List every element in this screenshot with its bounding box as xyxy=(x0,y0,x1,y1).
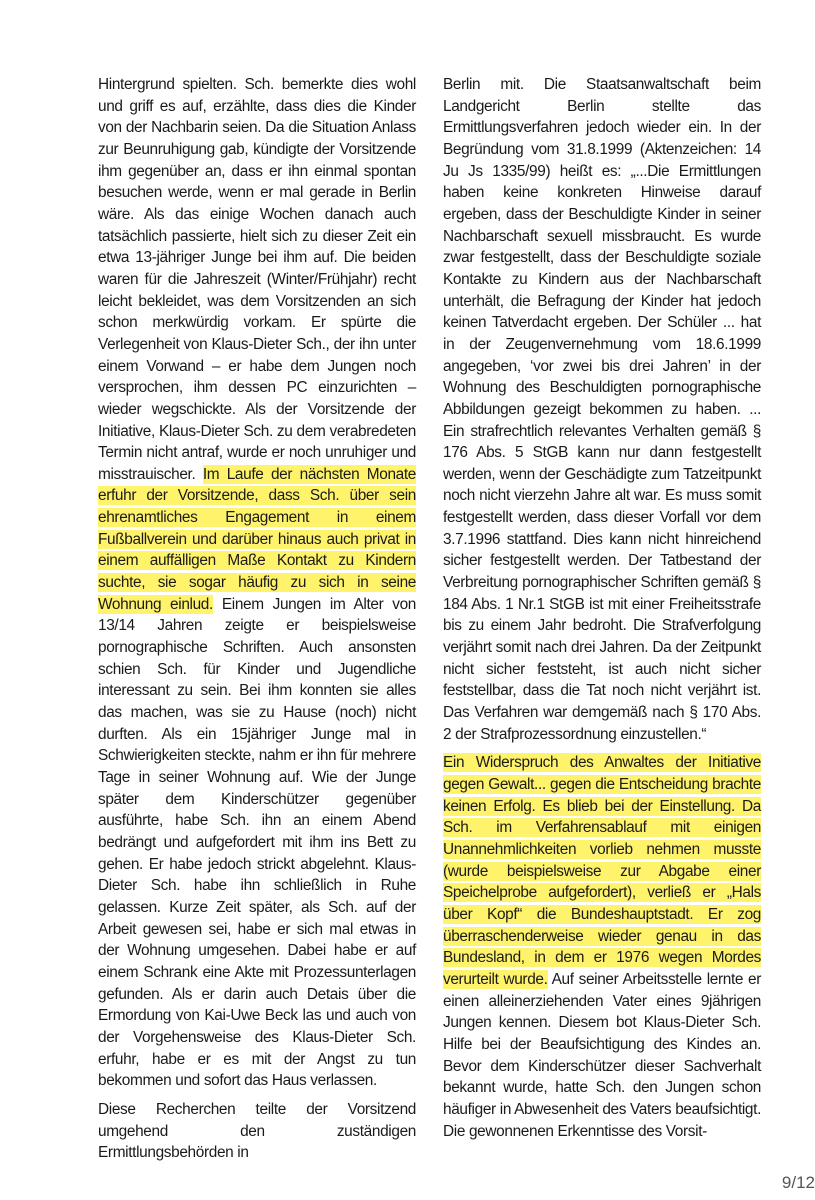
text-run: Hintergrund spielten. Sch. bemerkte dies wohl und griff es auf, erzählte, dass dies die Kinder von der Nachbarin seien. Da die Situation Anlass zur Beunruhigung gab, kündigte der Vorsitzende ihm gegenüber an, dass er ihn einmal spontan besuchen werde, wenn er mal gerade in Berlin wäre. Als das einige Wochen danach auch tatsächlich passierte, hielt sich zu dieser Zeit ein etwa 13-jähriger Junge bei ihm auf. Die beiden waren für die Jahreszeit (Winter/Frühjahr) recht leicht bekleidet, was dem Vorsitzenden an sich schon merkwürdig vorkam. Er spürte die Verlegenheit von Klaus-Dieter Sch., der ihn unter einem Vorwand – er habe dem Jungen noch versprochen, ihm dessen PC einzurichten – wieder wegschickte. Als der Vorsitzende der Initiative, Klaus-Dieter Sch. zu dem verabredeten Termin nicht antraf, wurde er noch unruhiger und misstrauischer. xyxy=(98,76,416,483)
right-text-column xyxy=(443,74,761,1142)
paragraph: Berlin mit. Die Staatsanwaltschaft beim Landgericht Berlin stellte das Ermittlungsverfahren jedoch wieder ein. In der Begründung vom 31.8.1999 (Aktenzeichen: 14 Ju Js 1335/99) heißt es: „...Die Ermittlungen haben keine konkreten Hinweise darauf ergeben, dass der Beschuldigte Kinder in seiner Nachbarschaft sexuell missbraucht. Es wurde zwar festgestellt, dass der Beschuldigte soziale Kontakte zu Kindern aus der Nachbarschaft unterhält, die Befragung der Kinder hat jedoch keinen Tatverdacht ergeben. Der Schüler ... hat in der Zeugenvernehmung vom 18.6.1999 angegeben, ‘vor zwei bis drei Jahren’ in der Wohnung des Beschuldigten pornographische Abbildungen gezeigt bekommen zu haben. ... Ein strafrechtlich relevantes Verhalten gemäß § 176 Abs. 5 StGB kann nur dann festgestellt werden, wenn der Geschädigte zum Tatzeitpunkt noch nicht vierzehn Jahre alt war. Es muss somit festgestellt werden, dass dieser Vorfall vor dem 3.7.1996 stattfand. Dies kann nicht hinreichend sicher festgestellt werden. Der Tatbestand der Verbreitung pornographischer Schriften gemäß § 184 Abs. 1 Nr.1 StGB ist mit einer Freiheitsstrafe bis zu einem Jahr bedroht. Die Strafverfolgung verjährt somit nach drei Jahren. Da der Zeitpunkt nicht sicher feststeht, ist auch nicht sicher feststellbar, dass die Tat noch nicht verjährt ist. Das Verfahren war demgemäß nach § 170 Abs. 2 der Strafprozessordnung einzustellen.“ xyxy=(443,76,761,743)
highlighted-passage: Ein Widerspruch des Anwaltes der Initiative gegen Gewalt... gegen die Entscheidung brachte keinen Erfolg. Es blieb bei der Einstellung. Da Sch. im Verfahrensablauf mit einigen Unannehmlichkeiten vorlieb nehmen musste (wurde beispielsweise zur Abgabe einer Speichelprobe aufgefordert), verließ er „Hals über Kopf“ die Bundeshauptstadt. Er zog überraschenderweise wieder genau in das Bundesland, in dem er 1976 wegen Mordes verurteilt wurde. xyxy=(443,754,761,988)
text-run: Einem Jungen im Alter von 13/14 Jahren zeigte er beispielsweise pornographische Schriften. Auch ansonsten schien Sch. für Kinder und Jugendliche interessant zu sein. Bei ihm konnten sie alles das machen, was sie zu Hause (noch) nicht durften. Als ein 15jähriger Junge mal in Schwierigkeiten steckte, nahm er ihn für mehrere Tage in seiner Wohnung auf. Wie der Junge später dem Kinderschützer gegenüber ausführte, habe Sch. ihn an einem Abend bedrängt und aufgefordert mit ihm ins Bett zu gehen. Er habe jedoch strickt abgelehnt. Klaus-Dieter Sch. habe ihn schließlich in Ruhe gelassen. Kurze Zeit später, als Sch. auf der Arbeit gewesen sei, habe er sich mal etwas in der Wohnung umgesehen. Dabei habe er auf einem Schrank eine Akte mit Prozessunterlagen gefunden. Als er darin auch Detais über die Ermordung von Kai-Uwe Beck las und auch von der Vorgehensweise des Klaus-Dieter Sch. erfuhr, habe er es mit der Angst zu tun bekommen und sofort das Haus verlassen. xyxy=(98,595,417,1090)
paragraph: Diese Recherchen teilte der Vorsitzend umgehend den zuständigen Ermittlungsbehörden in xyxy=(98,1100,416,1162)
highlighted-passage: Im Laufe der nächsten Monate erfuhr der Vorsitzende, dass Sch. über sein ehrenamtliches Engagement in einem Fußballverein und darüber hinaus auch privat in einem auffälligen Maße Kontakt zu Kindern suchte, sie sogar häufig zu sich in seine Wohnung einlud. xyxy=(98,465,416,613)
text-run: Auf seiner Arbeitsstelle lernte er einen alleinerziehenden Vater eines 9jährigen Jungen kennen. Diesem bot Klaus-Dieter Sch. Hilfe bei der Beaufsichtigung des Kindes an. Bevor dem Kinderschützer dieser Sachverhalt bekannt wurde, hatte Sch. den Jungen schon häufiger in Abwesenheit des Vaters beaufsichtigt. Die gewonnenen Erkenntisse des Vorsit- xyxy=(443,970,761,1140)
page-number: 9/12 xyxy=(781,1173,815,1192)
left-text-column xyxy=(98,74,416,1164)
paragraph xyxy=(443,752,761,1142)
paragraph xyxy=(98,74,416,1092)
